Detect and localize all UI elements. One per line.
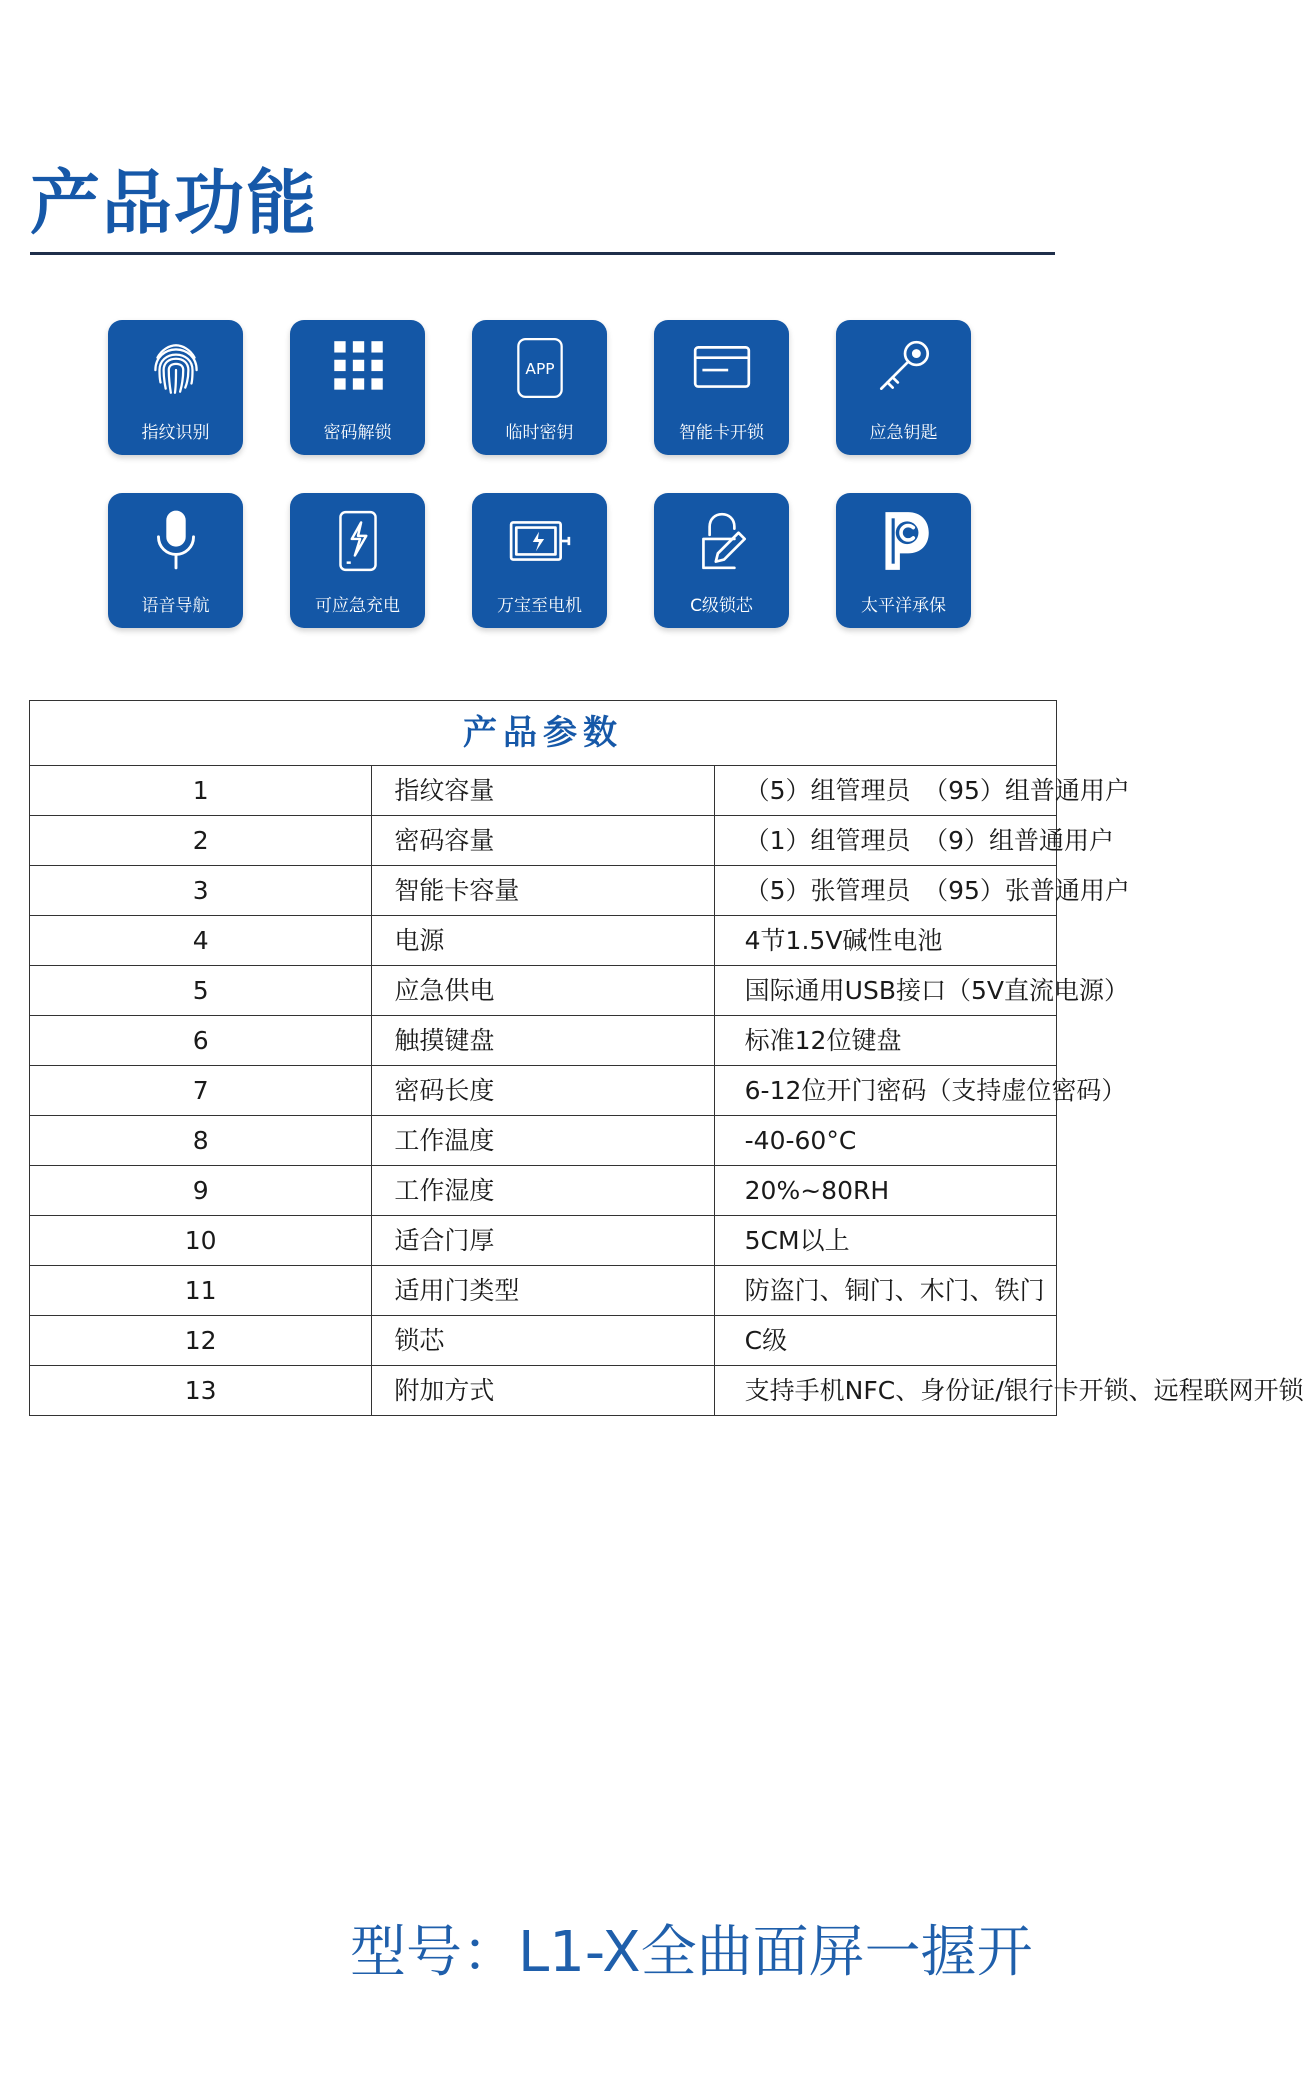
feature-label: 密码解锁 xyxy=(323,423,392,443)
spec-name: 应急供电 xyxy=(372,966,714,1016)
feature-label: C级锁芯 xyxy=(690,596,753,616)
model-name: 型号：L1-X全曲面屏一握开 xyxy=(350,1920,1033,1985)
spec-value: 20%~80RH xyxy=(714,1166,1056,1216)
table-row xyxy=(30,966,1057,1016)
feature-label: 指纹识别 xyxy=(141,423,210,443)
spec-value: -40-60°C xyxy=(714,1116,1056,1166)
spec-name: 密码长度 xyxy=(372,1066,714,1116)
feature-tile-voice[interactable] xyxy=(108,493,243,628)
feature-grid xyxy=(108,320,978,628)
feature-label: 太平洋承保 xyxy=(861,596,946,616)
microphone-icon xyxy=(108,507,243,575)
row-number: 12 xyxy=(30,1316,372,1366)
feature-tile-lock-core[interactable] xyxy=(654,493,789,628)
table-row xyxy=(30,1266,1057,1316)
spec-value: 5CM以上 xyxy=(714,1216,1056,1266)
spec-value: 防盗门、铜门、木门、铁门 xyxy=(714,1266,1056,1316)
spec-value: 4节1.5V碱性电池 xyxy=(714,916,1056,966)
row-number: 11 xyxy=(30,1266,372,1316)
spec-table-header-row xyxy=(30,701,1057,766)
table-row xyxy=(30,1216,1057,1266)
row-number: 1 xyxy=(30,766,372,816)
table-row xyxy=(30,1316,1057,1366)
table-row xyxy=(30,766,1057,816)
spec-value: （5）张管理员 （95）张普通用户 xyxy=(714,866,1056,916)
spec-name: 锁芯 xyxy=(372,1316,714,1366)
spec-name: 工作湿度 xyxy=(372,1166,714,1216)
feature-tile-insurance[interactable] xyxy=(836,493,971,628)
row-number: 13 xyxy=(30,1366,372,1416)
row-number: 7 xyxy=(30,1066,372,1116)
insurance-logo-icon xyxy=(836,507,971,575)
feature-label: 智能卡开锁 xyxy=(679,423,764,443)
row-number: 2 xyxy=(30,816,372,866)
fingerprint-icon xyxy=(108,334,243,402)
spec-name: 适用门类型 xyxy=(372,1266,714,1316)
spec-value: 标准12位键盘 xyxy=(714,1016,1056,1066)
spec-value: （1）组管理员 （9）组普通用户 xyxy=(714,816,1056,866)
spec-value: （5）组管理员 （95）组普通用户 xyxy=(714,766,1056,816)
feature-tile-smart-card[interactable] xyxy=(654,320,789,455)
table-row xyxy=(30,866,1057,916)
card-icon xyxy=(654,334,789,402)
feature-tile-motor[interactable] xyxy=(472,493,607,628)
feature-label: 万宝至电机 xyxy=(497,596,582,616)
row-number: 10 xyxy=(30,1216,372,1266)
spec-name: 智能卡容量 xyxy=(372,866,714,916)
feature-label: 临时密钥 xyxy=(505,423,574,443)
table-row xyxy=(30,1016,1057,1066)
row-number: 9 xyxy=(30,1166,372,1216)
spec-name: 工作温度 xyxy=(372,1116,714,1166)
keypad-icon xyxy=(290,334,425,402)
feature-tile-temp-key[interactable] xyxy=(472,320,607,455)
spec-value: 6-12位开门密码（支持虚位密码） xyxy=(714,1066,1056,1116)
app-icon xyxy=(472,334,607,402)
row-number: 6 xyxy=(30,1016,372,1066)
spec-name: 密码容量 xyxy=(372,816,714,866)
row-number: 5 xyxy=(30,966,372,1016)
spec-name: 附加方式 xyxy=(372,1366,714,1416)
motor-icon xyxy=(472,507,607,575)
spec-value: 国际通用USB接口（5V直流电源） xyxy=(714,966,1056,1016)
row-number: 8 xyxy=(30,1116,372,1166)
table-row xyxy=(30,1116,1057,1166)
row-number: 3 xyxy=(30,866,372,916)
spec-value: 支持手机NFC、身份证/银行卡开锁、远程联网开锁 xyxy=(714,1366,1056,1416)
spec-table xyxy=(29,700,1304,1416)
spec-name: 指纹容量 xyxy=(372,766,714,816)
table-row xyxy=(30,1166,1057,1216)
row-number: 4 xyxy=(30,916,372,966)
spec-value: C级 xyxy=(714,1316,1056,1366)
spec-name: 触摸键盘 xyxy=(372,1016,714,1066)
feature-label: 应急钥匙 xyxy=(869,423,938,443)
spec-name: 适合门厚 xyxy=(372,1216,714,1266)
title-divider xyxy=(30,252,1055,255)
svg-text:APP: APP xyxy=(524,360,555,379)
table-row xyxy=(30,1366,1057,1416)
feature-tile-emergency-key[interactable] xyxy=(836,320,971,455)
section-title: 产品功能 xyxy=(30,162,318,244)
feature-tile-fingerprint[interactable] xyxy=(108,320,243,455)
lock-edit-icon xyxy=(654,507,789,575)
feature-tile-charge[interactable] xyxy=(290,493,425,628)
key-icon xyxy=(836,334,971,402)
feature-label: 语音导航 xyxy=(141,596,210,616)
table-row xyxy=(30,816,1057,866)
table-row xyxy=(30,1066,1057,1116)
table-row xyxy=(30,916,1057,966)
feature-label: 可应急充电 xyxy=(315,596,400,616)
feature-tile-password[interactable] xyxy=(290,320,425,455)
power-bank-icon xyxy=(290,507,425,575)
spec-name: 电源 xyxy=(372,916,714,966)
spec-table-title: 产品参数 xyxy=(30,701,1057,766)
